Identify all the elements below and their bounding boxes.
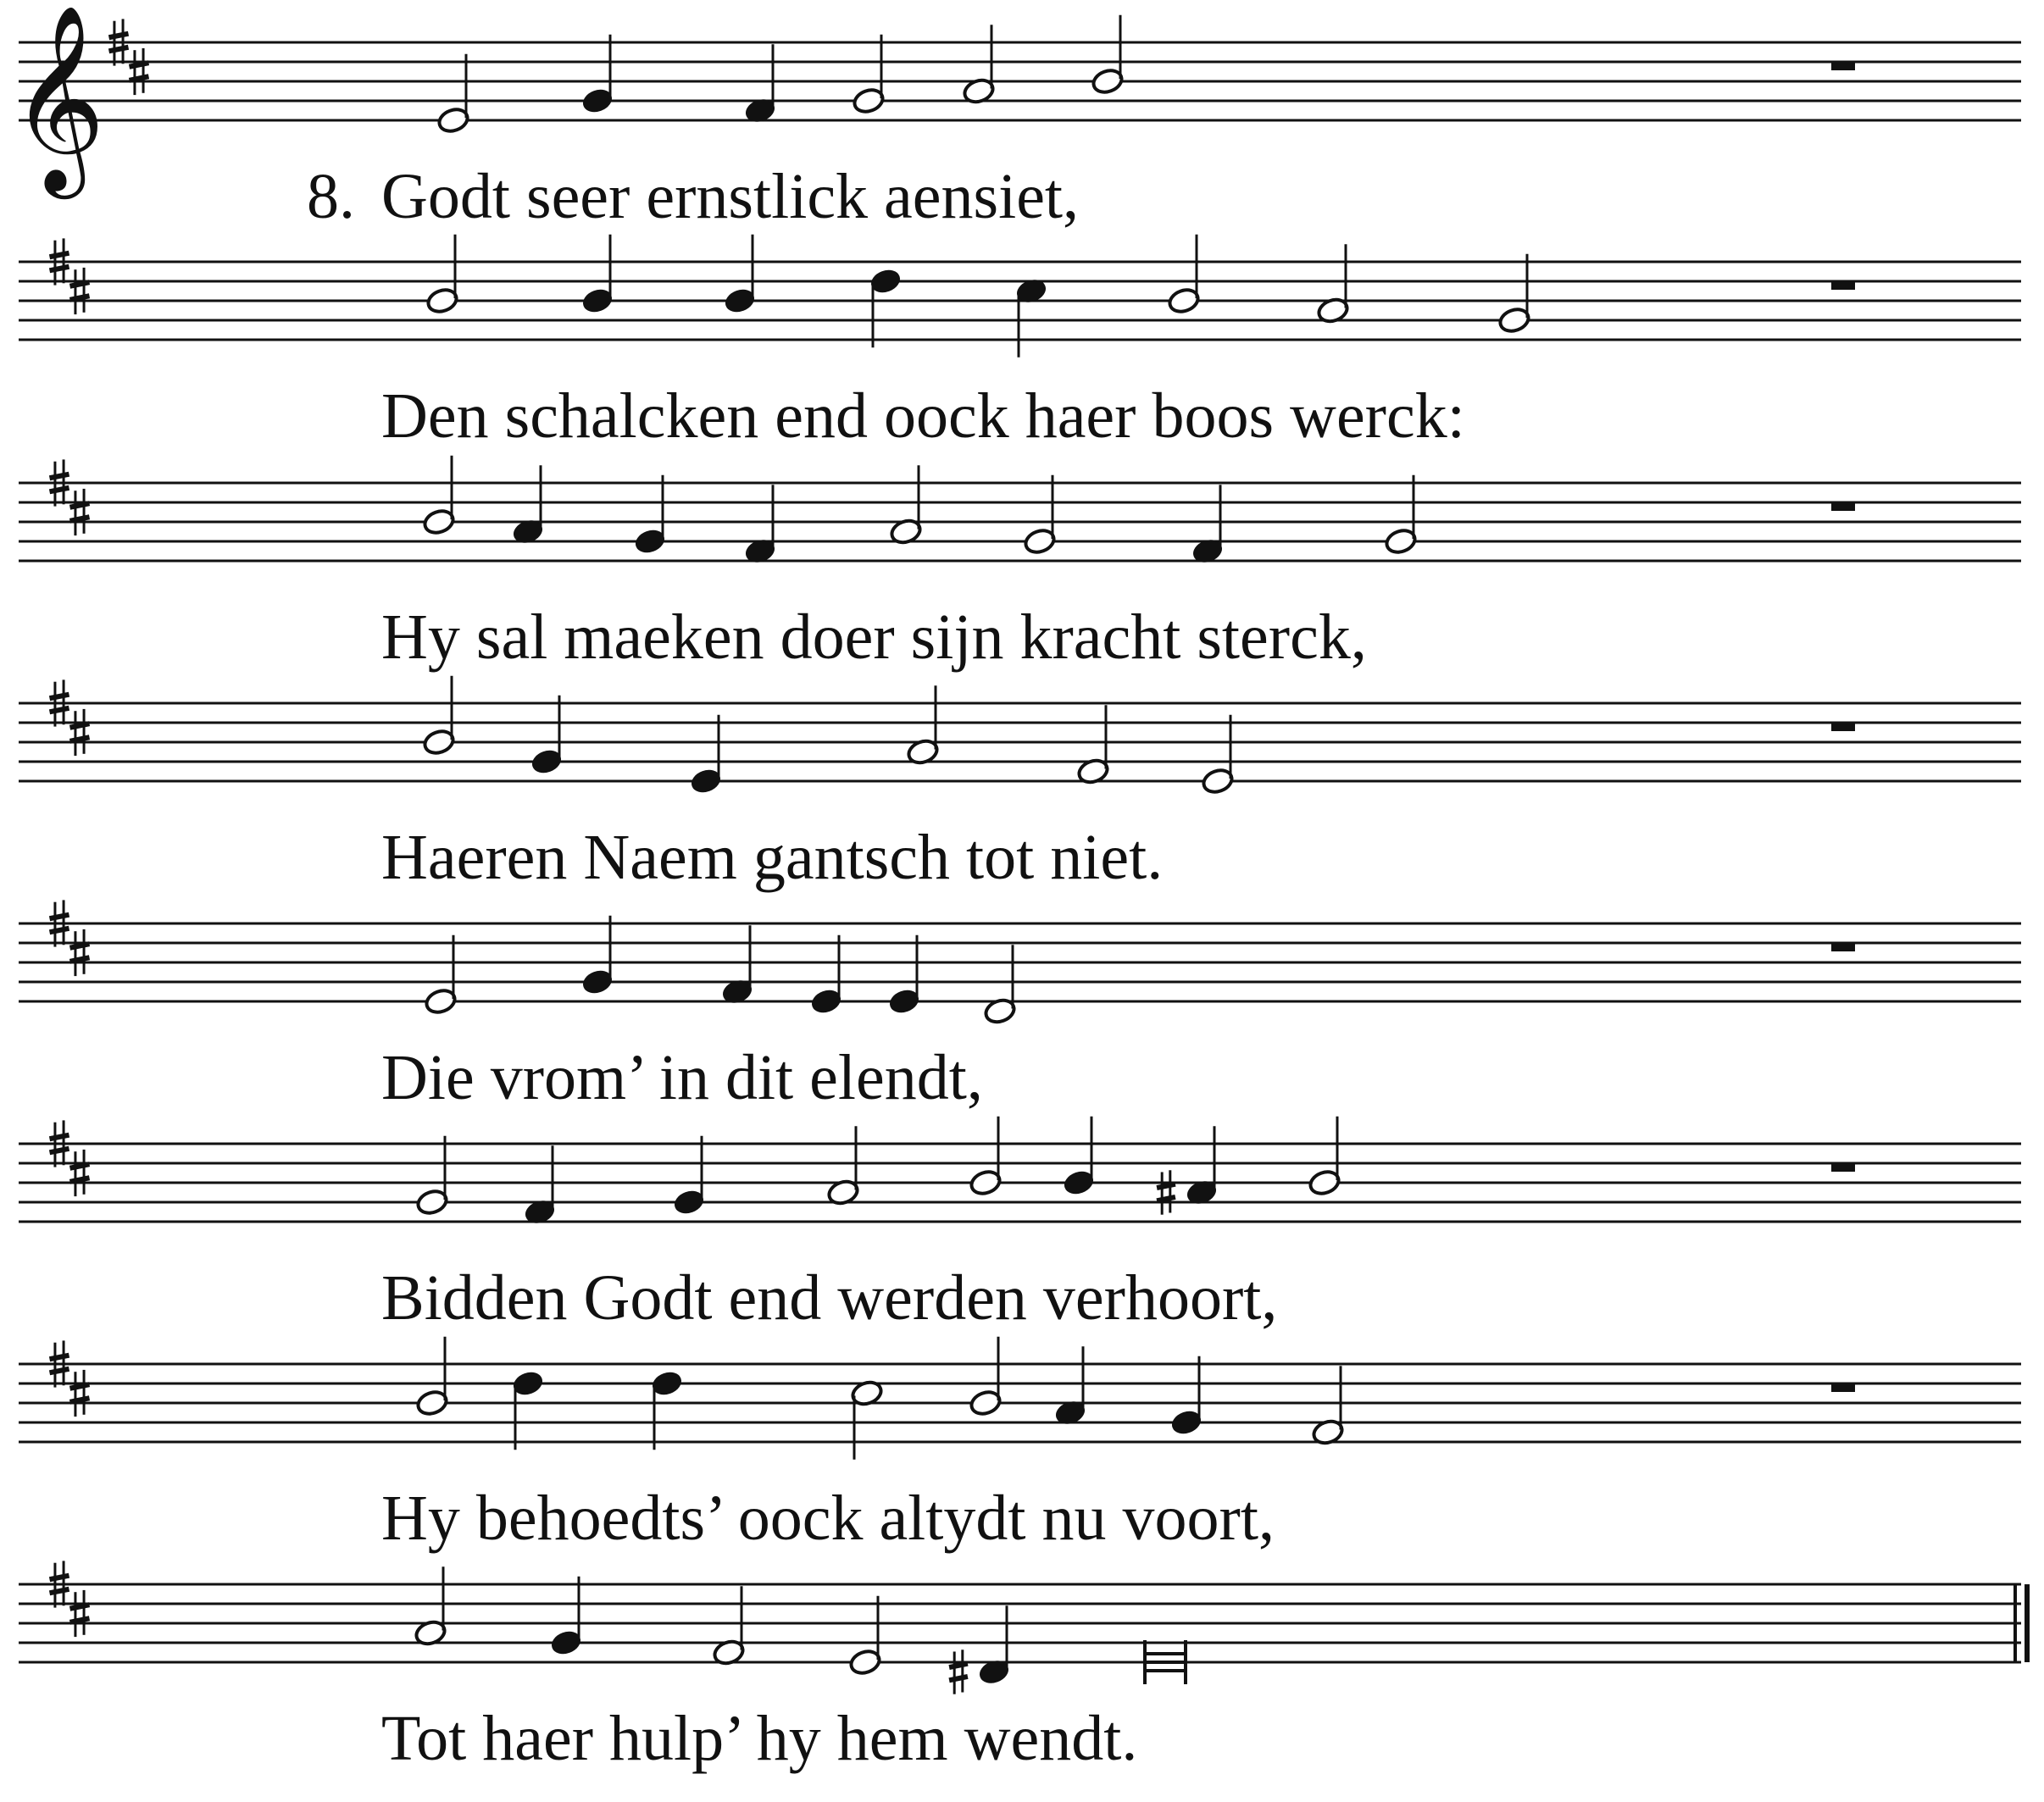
staff-system [10,3,2021,232]
note-half [1076,705,1110,785]
note-quarter [580,235,614,315]
note-half [889,465,923,546]
note-half [826,1126,860,1206]
note-half [1091,15,1125,96]
note-half [1384,475,1418,556]
staff-system [19,235,2021,452]
rest-icon [1831,723,1855,731]
staff-system [19,1337,2021,1554]
lyric-line: Den schalcken end oock haer boos werck: [381,380,1465,452]
note-half [1167,235,1201,315]
note-half [1308,1117,1341,1197]
note-quarter [869,267,903,347]
rest-icon [1831,502,1855,511]
note-quarter [580,35,614,115]
rest-icon [1831,62,1855,70]
note-quarter [1169,1356,1203,1437]
note-quarter [1014,276,1048,357]
note-quarter [723,235,757,315]
staff-system [19,676,2021,893]
note-half [848,1596,882,1677]
lyric-line: Godt seer ernstlick aensiet, [381,161,1080,232]
note-half [850,1378,884,1459]
lyric-line: Tot haer hulp’ hy hem wendt. [381,1703,1138,1774]
lyric-line: Hy sal maeken doer sijn kracht sterck, [381,602,1367,673]
note-quarter [1191,485,1225,565]
note-quarter [633,475,667,556]
sharp-accidental-icon [949,1650,968,1694]
note-half [415,1337,449,1417]
verse-number: 8. [307,161,355,232]
note-long [1145,1640,1186,1684]
lyric-line: Bidden Godt end werden verhoort, [381,1262,1278,1333]
note-quarter [672,1136,706,1217]
note-quarter [949,1605,1011,1694]
note-quarter [743,485,777,565]
note-half [969,1337,1003,1417]
note-quarter [720,925,754,1006]
note-half [414,1566,447,1647]
note-half [983,945,1017,1025]
note-half [425,235,459,315]
staff-system [19,900,2021,1113]
note-half [436,54,470,135]
note-half [1316,244,1350,324]
note-quarter [1062,1117,1096,1197]
sharp-accidental-icon [1157,1170,1175,1214]
note-half [1497,254,1531,335]
key-signature-sharp-icon [70,489,90,535]
note-quarter [511,1369,545,1450]
rest-icon [1831,1163,1855,1172]
note-quarter [580,916,614,996]
note-half [1023,475,1057,556]
note-quarter [523,1145,557,1226]
note-half [712,1586,746,1666]
key-signature-sharp-icon [70,268,90,314]
key-signature-sharp-icon [70,1150,90,1196]
key-signature-sharp-icon [70,709,90,756]
staff-system [19,1117,2021,1333]
note-half [424,935,458,1016]
key-signature-sharp-icon [70,1590,90,1637]
note-half [906,685,940,766]
lyric-line: Hy behoedts’ oock altydt nu voort, [381,1483,1275,1554]
staff-system [19,456,2021,673]
key-signature-sharp-icon [70,929,90,976]
note-half [969,1117,1003,1197]
staff-system [19,1561,2027,1774]
note-half [852,35,886,115]
note-half [422,676,456,757]
rest-icon [1831,1383,1855,1392]
key-signature-sharp-icon [130,48,149,95]
note-quarter [511,465,545,546]
lyric-line: Die vrom’ in dit elendt, [381,1042,983,1113]
note-half [415,1136,449,1217]
note-quarter [743,44,777,125]
key-signature-sharp-icon [70,1370,90,1417]
treble-clef-icon: 𝄞 [10,3,106,191]
note-quarter [549,1577,583,1657]
note-half [1201,715,1235,796]
note-quarter [1053,1346,1087,1427]
note-quarter [650,1369,684,1450]
note-half [422,456,456,536]
note-quarter [809,935,843,1016]
rest-icon [1831,943,1855,951]
note-half [1311,1366,1345,1446]
lyric-line: Haeren Naem gantsch tot niet. [381,822,1164,893]
note-quarter [887,935,921,1016]
rest-icon [1831,281,1855,290]
note-half [962,25,996,105]
note-quarter [689,715,723,796]
note-quarter [530,696,564,776]
